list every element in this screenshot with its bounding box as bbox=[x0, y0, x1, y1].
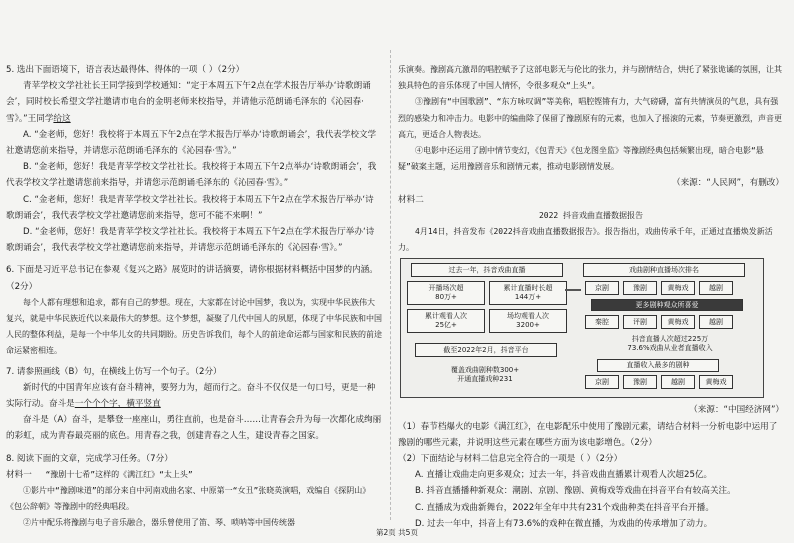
material-one-para-1-cont: 乐演奏。豫剧高亢激昂的唱腔赋予了这部电影无与伦比的张力，并与剧情结合，烘托了紧张诡谲的氛围，让其独具特色的音乐体现了中国人情怀，令很多观众“上头”。 bbox=[398, 65, 782, 91]
genre-tag: 黄梅戏 bbox=[699, 375, 733, 389]
q5-option-d: D. “金老师，您好！我是青苹学校文学社社长。我校将于本周五下午2点在学术报告厅举办‘诗歌朗诵会’，我代表学校文学社邀请您前来指导，并请您示范朗诵毛泽东的《沁园春·雪》。” bbox=[6, 227, 375, 254]
question-8-2-option-b: B. 抖音直播播种新观众：潮剧、京剧、豫剧、黄梅戏等戏曲在抖音平台有较高关注。 bbox=[415, 486, 736, 497]
q7-stem: 7. 请参照画线（B）句，在横线上仿写一个句子。（2分） bbox=[6, 366, 222, 377]
question-8-1: （1）春节档爆火的电影《满江红》，在电影配乐中使用了豫剧元素，请结合材料一分析电影中运用了豫剧的哪些元素，并说明这些元素在哪些方面为该电影增色。（2分） bbox=[398, 421, 778, 448]
fold-line bbox=[390, 50, 391, 520]
q5-option-b: B. “金老师，您好！我是青苹学校文学社社长。我校将于本周五下午2点举办‘诗歌朗诵会’，我代表学校文学社邀请您前来指导，并请您示范朗诵毛泽东的《沁园春·雪》。” bbox=[6, 162, 377, 189]
material-one-para-3: ③豫剧有“中国歌剧”、“东方咏叹调”等美称，唱腔铿锵有力，大气磅礴，富有共情演员的气息，具有强烈的感染力和冲击力。电影中的编曲除了保留了豫剧原有的元素，也加入了摇滚的元素，节奏更激烈，声音更高亢，更适合人物表达。 bbox=[398, 97, 782, 139]
material-two-label: 材料二 bbox=[398, 194, 424, 205]
left-column bbox=[6, 62, 382, 532]
genre-tag: 黄梅戏 bbox=[661, 281, 695, 295]
material-one-para-4: ④电影中还运用了剧中情节变幻，《包青天》《包龙图坐监》等豫剧经典包括频繁出现，暗合电影“悬疑”破案主题，运用豫剧音乐和剧情元素，推动电影剧情发展。 bbox=[398, 146, 764, 172]
material-two-intro: 4月14日，抖音发布《2022抖音戏曲直播数据报告》。报告指出，戏曲传承千年，正通过直播焕发新活力。 bbox=[398, 227, 773, 253]
q5-option-a: A. “金老师，您好！我校将于本周五下午2点在学术报告厅举办‘诗歌朗诵会’，我代表学校文学社邀请您前来指导，并请您示范朗诵毛泽东的《沁园春·雪》。” bbox=[6, 129, 377, 157]
infographic-left-footer: 截至2022年2月，抖音平台 bbox=[415, 343, 557, 357]
q6-text: 每个人都有理想和追求，都有自己的梦想。现在，大家都在讨论中国梦，我以为，实现中华民族伟大复兴，就是中华民族近代以来最伟大的梦想。这个梦想，凝聚了几代中国人的夙愿，体现了中华民族和中国人民的整体利益，是每一个中华儿女的共同期盼。历史告诉我们，每个人的前途命运都与国家和民族的前途命运紧密相连。 bbox=[6, 297, 382, 356]
infographic-left-header: 过去一年，抖音戏曲直播 bbox=[411, 263, 563, 277]
infographic-income-header: 直播收入最多的剧种 bbox=[597, 359, 719, 372]
genre-tag: 豫剧 bbox=[623, 281, 657, 295]
q7-text-1: 新时代的中国青年应该有奋斗精神，要努力为，超而行之。奋斗不仅仅是一句口号，更是一种实际行动。奋斗是一个个个字，横平竖直 bbox=[6, 382, 376, 410]
material-one-heading: 材料一 “豫剧十七希”这样的《满江红》“太上头” bbox=[6, 469, 193, 480]
stat-box-duration: 累计直播时长超 144万+ bbox=[489, 281, 567, 305]
genre-tag: 黄梅戏 bbox=[661, 315, 695, 329]
q8-stem: 8. 阅读下面的文章，完成学习任务。（7分） bbox=[6, 453, 173, 464]
question-8-2: （2）下面结论与材料二信息完全符合的一项是（ ）（2分） bbox=[398, 454, 623, 465]
stat-box-broadcasts: 开播场次超 80万+ bbox=[407, 281, 485, 305]
connector bbox=[565, 289, 581, 291]
q6-stem: 6. 下面是习近平总书记在参观《复兴之路》展览时的讲话摘要，请你根据材料概括中国梦的内涵。（2分） bbox=[6, 265, 378, 292]
genre-tag: 越剧 bbox=[699, 315, 733, 329]
q5-context: 青苹学校文学社社长王同学接到学校通知：“定于本周五下午2点在学术报告厅举办‘诗歌朗诵会’，同时校长希望文学社邀请市电台的金明老师来校指导，并请他示范朗诵毛泽东的《沁园春·雪》。”王同学给这 bbox=[6, 81, 371, 124]
infographic-income-note: 抖音直播人次超过225万 73.6%戏曲从业者直播收入 bbox=[627, 335, 713, 353]
genre-tag: 评剧 bbox=[623, 315, 657, 329]
genre-tag: 京剧 bbox=[585, 375, 619, 389]
source-one: （来源：“人民网”，有删改） bbox=[671, 178, 784, 189]
infographic-right-subheader: 更多剧种观众所喜爱 bbox=[591, 299, 743, 311]
material-one-para-1: ①影片中“豫剧味道”的部分来自中河南戏曲名家、中原第一“女丑”张晓英演唱，戏编自《探阴山》《包公辞朝》等豫剧中的经典唱段。 bbox=[6, 486, 371, 512]
q7-text-2: 奋斗是（A）奋斗，是攀登一座座山，勇往直前，也是奋斗……让青春会升为每一次都化成绚丽的彩虹，成为青春最亮丽的底色。用青春之我，创建青春之人生，建设青春之国家。 bbox=[6, 415, 382, 442]
question-8-2-option-c: C. 直播成为戏曲新舞台，2022年全年中共有231个戏曲种类在抖音平台开播。 bbox=[415, 502, 714, 513]
infographic-right-header: 戏曲剧种直播场次排名 bbox=[583, 263, 745, 277]
stat-box-avg-views: 场均观看人次 3200+ bbox=[489, 309, 567, 333]
question-8-2-option-d: D. 过去一年中，抖音上有73.6%的戏种在微直播，为戏曲的传承增加了动力。 bbox=[415, 518, 713, 529]
material-two-title: 2022 抖音戏曲直播数据报告 bbox=[538, 210, 644, 220]
genre-tag: 秦腔 bbox=[585, 315, 619, 329]
infographic bbox=[400, 258, 764, 398]
page-number: 第2页 共5页 bbox=[376, 528, 418, 537]
genre-tag: 越剧 bbox=[699, 281, 733, 295]
question-8-2-option-a: A. 直播让戏曲走向更多观众；过去一年，抖音戏曲直播累计观看人次超25亿。 bbox=[415, 470, 713, 481]
genre-tag: 越剧 bbox=[661, 375, 695, 389]
right-column bbox=[398, 62, 784, 532]
q5-stem: 5. 选出下面语境下，语言表达最得体、得体的一项（ ）（2分） bbox=[6, 65, 245, 75]
source-two: （来源：“中国经济网”） bbox=[689, 405, 784, 416]
genre-tag: 豫剧 bbox=[623, 375, 657, 389]
q5-option-c: C. “金老师，您好！我是青苹学校文学社社长。我校将于本周五下午2点在学术报告厅举办‘诗歌朗诵会’，我代表学校文学社邀请您前来指导，您可不能不来啊！” bbox=[6, 194, 374, 221]
stat-box-views: 累计观看人次 25亿+ bbox=[407, 309, 485, 333]
material-one-para-2: ②片中配乐将豫剧与电子音乐融合，器乐曾使用了笛、琴、唢呐等中国传统器 bbox=[23, 518, 295, 528]
genre-tag: 京剧 bbox=[585, 281, 619, 295]
infographic-coverage: 覆盖戏曲剧种数300+ 开通直播戏种231 bbox=[450, 366, 520, 384]
